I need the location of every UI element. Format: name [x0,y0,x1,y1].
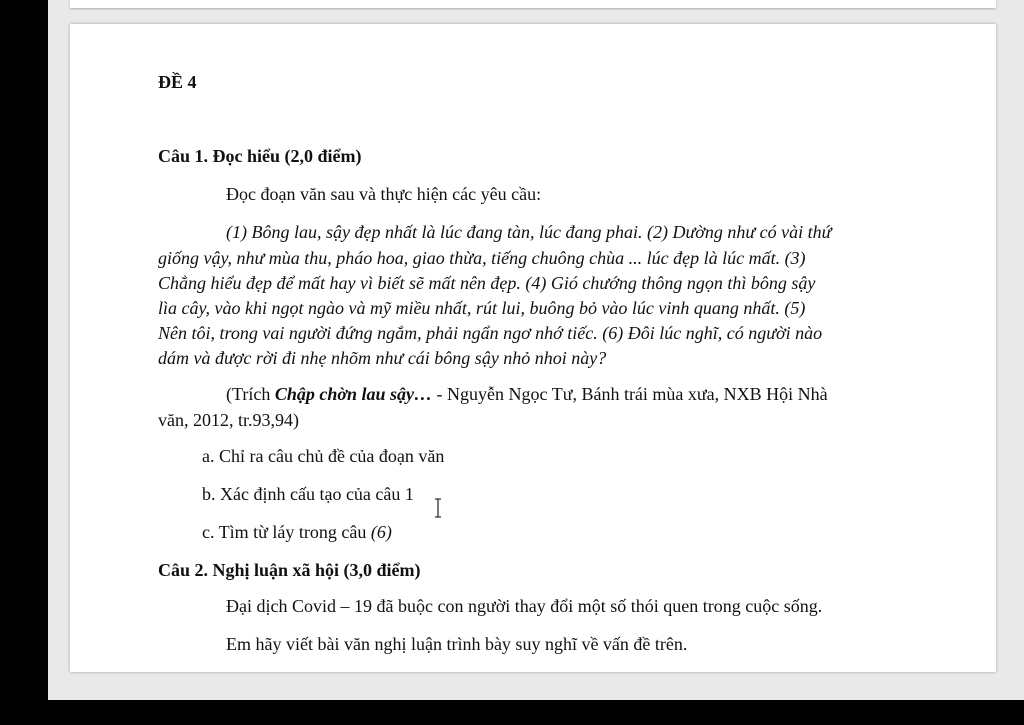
document-page[interactable] [70,24,996,672]
previous-page-edge [70,0,996,8]
task-c-sentence-ref: (6) [370,522,392,542]
passage-line-2: giống vậy, như mùa thu, pháo hoa, giao thừa, tiếng chuông chùa ... lúc đẹp là lúc mất. (3) [158,248,806,268]
passage-line-6: dám và được rời đi nhẹ nhõm như cái bông sậy nhỏ nhoi này? [158,348,607,368]
citation-line-1 [226,382,828,406]
passage-line-4: lìa cây, vào khi ngọt ngào và mỹ miều nhất, rút lui, buông bỏ vào lúc vinh quang nhất. (5) [158,298,806,318]
citation-work-title: Chập chờn lau sậy… [274,384,433,404]
passage-line-3: Chẳng hiểu đẹp để mất hay vì biết sẽ mất nên đẹp. (4) Gió chướng thông ngọn thì bông sậy [158,273,816,293]
exam-title: ĐỀ 4 [158,72,197,92]
bottom-bar [0,700,1024,725]
task-a: a. Chỉ ra câu chủ đề của đoạn văn [202,446,445,466]
passage-line-1: (1) Bông lau, sậy đẹp nhất là lúc đang tàn, lúc đang phai. (2) Dường như có vài thứ [226,222,832,242]
question-2-heading: Câu 2. Nghị luận xã hội (3,0 điểm) [158,560,421,580]
text-cursor-icon [433,498,443,518]
question-1-instruction: Đọc đoạn văn sau và thực hiện các yêu cầu: [226,184,542,204]
citation-suffix: - Nguyễn Ngọc Tư, Bánh trái mùa xưa, NXB Hội Nhà [432,384,828,404]
citation-prefix: (Trích [226,384,275,404]
task-c [202,520,392,544]
question-2-prompt: Đại dịch Covid – 19 đã buộc con người thay đổi một số thói quen trong cuộc sống. [226,596,823,616]
question-2-task: Em hãy viết bài văn nghị luận trình bày suy nghĩ về vấn đề trên. [226,634,688,654]
citation-line-2: văn, 2012, tr.93,94) [158,410,299,430]
task-b: b. Xác định cấu tạo của câu 1 [202,484,414,504]
passage-line-5: Nên tôi, trong vai người đứng ngắm, phải ngẩn ngơ nhớ tiếc. (6) Đôi lúc nghĩ, có người nào [158,323,823,343]
question-1-heading: Câu 1. Đọc hiểu (2,0 điểm) [158,146,362,166]
task-c-text: c. Tìm từ láy trong câu [202,522,371,542]
